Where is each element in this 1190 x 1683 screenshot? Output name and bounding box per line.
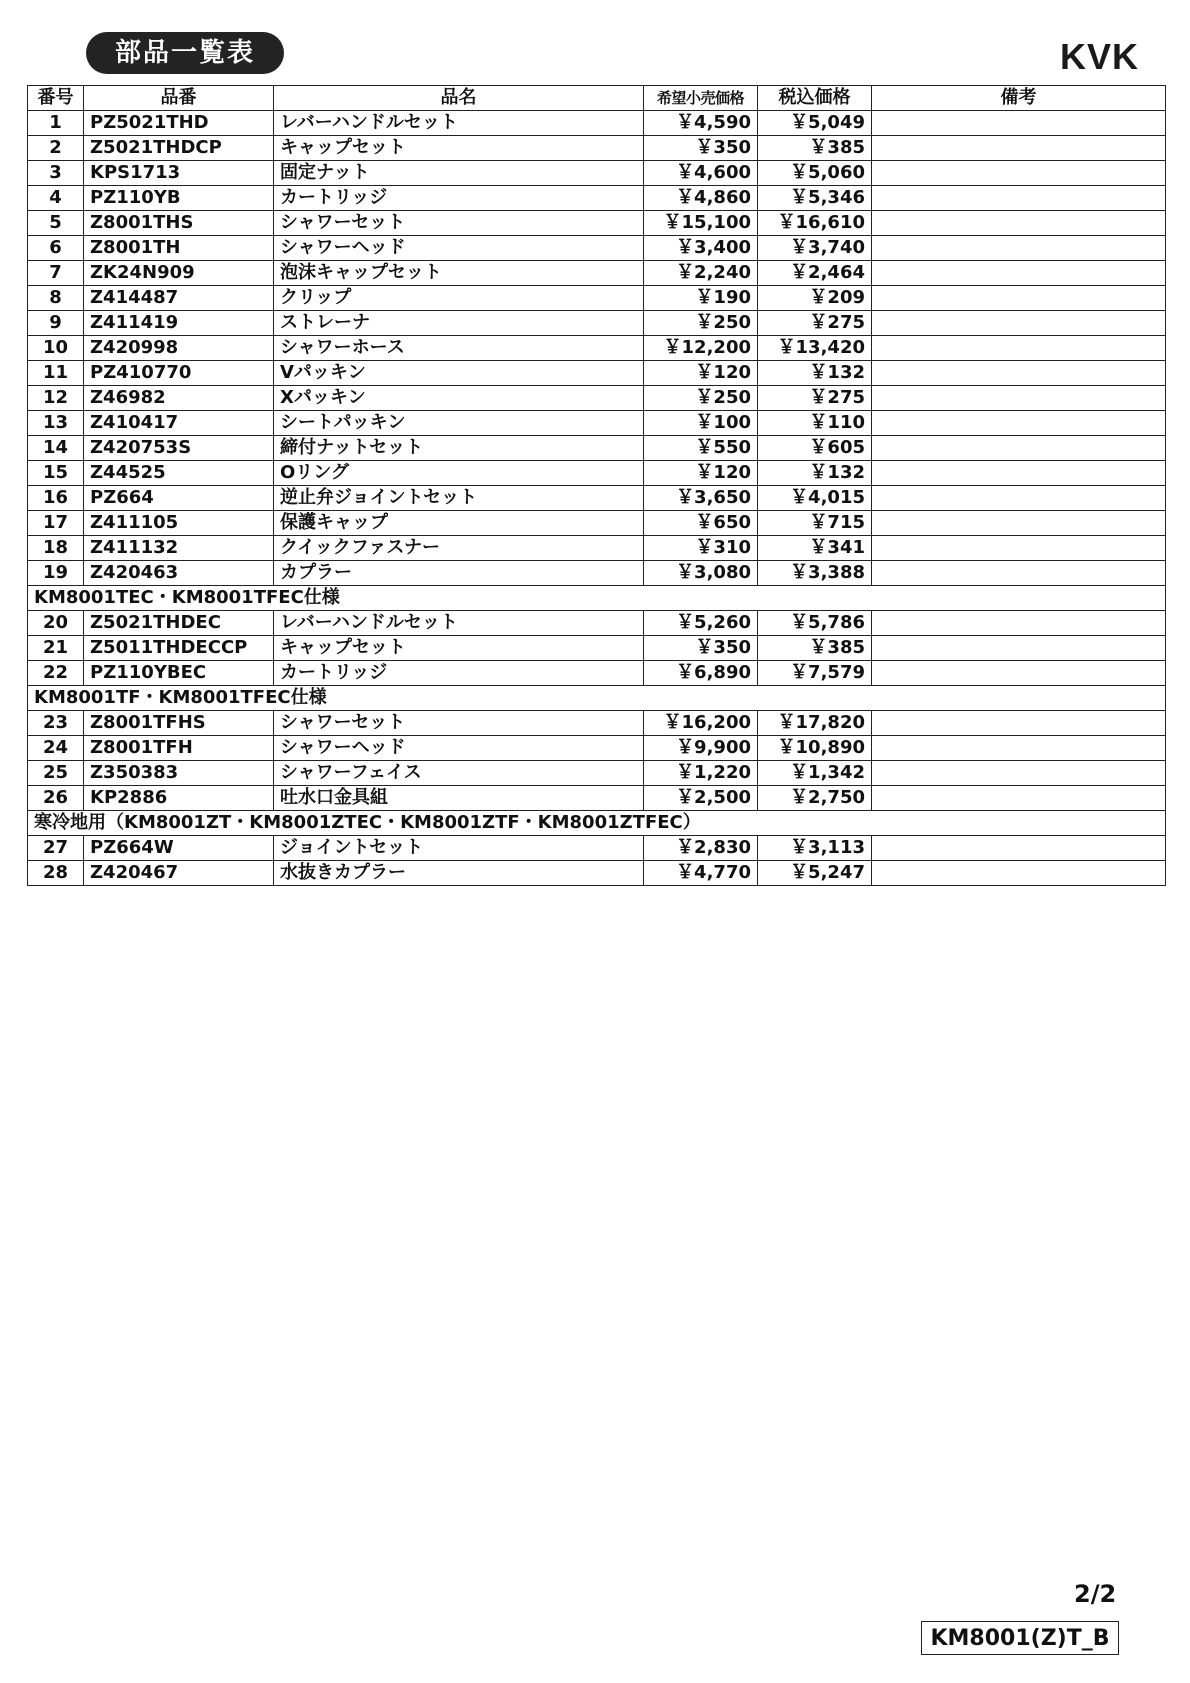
section-header-row [28, 811, 1166, 836]
cell-part-name: シャワーセット [274, 211, 644, 236]
cell-tax-included-price: ￥2,750 [758, 786, 872, 811]
cell-remarks [872, 736, 1166, 761]
cell-remarks [872, 536, 1166, 561]
cell-part-code: KP2886 [84, 786, 274, 811]
table-row [28, 311, 1166, 336]
cell-part-code: Z8001THS [84, 211, 274, 236]
cell-number: 14 [28, 436, 84, 461]
cell-number: 28 [28, 861, 84, 886]
cell-remarks [872, 861, 1166, 886]
cell-tax-included-price: ￥10,890 [758, 736, 872, 761]
cell-tax-included-price: ￥132 [758, 361, 872, 386]
table-row [28, 761, 1166, 786]
column-header-part-name: 品名 [274, 86, 644, 111]
cell-remarks [872, 611, 1166, 636]
cell-remarks [872, 286, 1166, 311]
table-row [28, 861, 1166, 886]
table-body [28, 111, 1166, 886]
cell-part-code: ZK24N909 [84, 261, 274, 286]
column-header-remarks: 備考 [872, 86, 1166, 111]
cell-number: 8 [28, 286, 84, 311]
cell-tax-included-price: ￥2,464 [758, 261, 872, 286]
cell-part-code: Z410417 [84, 411, 274, 436]
table-row [28, 461, 1166, 486]
cell-tax-included-price: ￥1,342 [758, 761, 872, 786]
cell-retail-price: ￥650 [644, 511, 758, 536]
brand-logo: KVK [1060, 36, 1140, 77]
cell-remarks [872, 136, 1166, 161]
cell-part-name: シャワーヘッド [274, 736, 644, 761]
document-title: 部品一覧表 [86, 32, 284, 74]
cell-part-code: Z414487 [84, 286, 274, 311]
cell-tax-included-price: ￥5,346 [758, 186, 872, 211]
cell-part-name: 泡沫キャップセット [274, 261, 644, 286]
table-row [28, 136, 1166, 161]
cell-part-code: Z8001TFHS [84, 711, 274, 736]
cell-number: 16 [28, 486, 84, 511]
cell-remarks [872, 211, 1166, 236]
cell-number: 27 [28, 836, 84, 861]
cell-part-name: クイックファスナー [274, 536, 644, 561]
table-row [28, 786, 1166, 811]
cell-retail-price: ￥350 [644, 636, 758, 661]
cell-retail-price: ￥1,220 [644, 761, 758, 786]
cell-retail-price: ￥550 [644, 436, 758, 461]
column-header-tax-included-price: 税込価格 [758, 86, 872, 111]
document-code: KM8001(Z)T_B [921, 1621, 1119, 1655]
table-row [28, 361, 1166, 386]
cell-part-name: キャップセット [274, 636, 644, 661]
table-row [28, 161, 1166, 186]
cell-part-code: Z411419 [84, 311, 274, 336]
cell-tax-included-price: ￥3,388 [758, 561, 872, 586]
cell-number: 6 [28, 236, 84, 261]
cell-tax-included-price: ￥605 [758, 436, 872, 461]
cell-number: 7 [28, 261, 84, 286]
table-row [28, 111, 1166, 136]
section-label: KM8001TF・KM8001TFEC仕様 [28, 686, 1166, 711]
cell-part-code: PZ410770 [84, 361, 274, 386]
cell-remarks [872, 111, 1166, 136]
table-row [28, 336, 1166, 361]
cell-part-name: キャップセット [274, 136, 644, 161]
cell-part-code: Z5011THDECCP [84, 636, 274, 661]
cell-part-name: クリップ [274, 286, 644, 311]
table-row [28, 211, 1166, 236]
cell-retail-price: ￥4,590 [644, 111, 758, 136]
cell-retail-price: ￥15,100 [644, 211, 758, 236]
cell-part-name: シャワーヘッド [274, 236, 644, 261]
table-row [28, 261, 1166, 286]
cell-part-code: Z411132 [84, 536, 274, 561]
cell-part-code: Z411105 [84, 511, 274, 536]
cell-part-code: PZ110YB [84, 186, 274, 211]
cell-remarks [872, 511, 1166, 536]
cell-part-name: カートリッジ [274, 661, 644, 686]
cell-tax-included-price: ￥132 [758, 461, 872, 486]
section-label: KM8001TEC・KM8001TFEC仕様 [28, 586, 1166, 611]
section-header-row [28, 686, 1166, 711]
cell-part-code: Z420463 [84, 561, 274, 586]
cell-number: 26 [28, 786, 84, 811]
cell-tax-included-price: ￥209 [758, 286, 872, 311]
table-row [28, 411, 1166, 436]
cell-retail-price: ￥3,400 [644, 236, 758, 261]
cell-number: 21 [28, 636, 84, 661]
cell-retail-price: ￥3,080 [644, 561, 758, 586]
cell-number: 18 [28, 536, 84, 561]
cell-part-name: ジョイントセット [274, 836, 644, 861]
cell-retail-price: ￥250 [644, 311, 758, 336]
cell-number: 15 [28, 461, 84, 486]
cell-number: 1 [28, 111, 84, 136]
cell-retail-price: ￥6,890 [644, 661, 758, 686]
cell-tax-included-price: ￥5,247 [758, 861, 872, 886]
cell-part-name: 水抜きカプラー [274, 861, 644, 886]
cell-remarks [872, 711, 1166, 736]
cell-retail-price: ￥3,650 [644, 486, 758, 511]
table-header-row [28, 86, 1166, 111]
cell-part-code: Z350383 [84, 761, 274, 786]
column-header-part-code: 品番 [84, 86, 274, 111]
cell-remarks [872, 161, 1166, 186]
cell-part-code: PZ664W [84, 836, 274, 861]
cell-remarks [872, 836, 1166, 861]
cell-number: 22 [28, 661, 84, 686]
cell-retail-price: ￥4,770 [644, 861, 758, 886]
cell-number: 11 [28, 361, 84, 386]
cell-part-name: 逆止弁ジョイントセット [274, 486, 644, 511]
table-row [28, 736, 1166, 761]
table-row [28, 561, 1166, 586]
table-row [28, 611, 1166, 636]
cell-part-name: 保護キャップ [274, 511, 644, 536]
cell-remarks [872, 561, 1166, 586]
cell-retail-price: ￥310 [644, 536, 758, 561]
cell-remarks [872, 236, 1166, 261]
cell-number: 23 [28, 711, 84, 736]
table-row [28, 836, 1166, 861]
cell-remarks [872, 411, 1166, 436]
cell-part-code: Z46982 [84, 386, 274, 411]
cell-number: 20 [28, 611, 84, 636]
cell-number: 4 [28, 186, 84, 211]
cell-part-name: 締付ナットセット [274, 436, 644, 461]
cell-retail-price: ￥120 [644, 461, 758, 486]
section-label: 寒冷地用（KM8001ZT・KM8001ZTEC・KM8001ZTF・KM8001ZTFEC） [28, 811, 1166, 836]
cell-retail-price: ￥100 [644, 411, 758, 436]
table-row [28, 386, 1166, 411]
column-header-number: 番号 [28, 86, 84, 111]
cell-tax-included-price: ￥110 [758, 411, 872, 436]
cell-tax-included-price: ￥16,610 [758, 211, 872, 236]
cell-part-name: レバーハンドルセット [274, 111, 644, 136]
cell-tax-included-price: ￥17,820 [758, 711, 872, 736]
cell-number: 9 [28, 311, 84, 336]
cell-part-name: シャワーフェイス [274, 761, 644, 786]
table-row [28, 536, 1166, 561]
cell-number: 25 [28, 761, 84, 786]
cell-remarks [872, 461, 1166, 486]
cell-part-name: シャワーホース [274, 336, 644, 361]
cell-number: 19 [28, 561, 84, 586]
cell-tax-included-price: ￥5,049 [758, 111, 872, 136]
cell-remarks [872, 436, 1166, 461]
cell-part-code: Z420753S [84, 436, 274, 461]
cell-number: 2 [28, 136, 84, 161]
cell-number: 12 [28, 386, 84, 411]
cell-part-code: Z44525 [84, 461, 274, 486]
cell-tax-included-price: ￥5,786 [758, 611, 872, 636]
section-header-row [28, 586, 1166, 611]
cell-part-code: PZ5021THD [84, 111, 274, 136]
cell-remarks [872, 386, 1166, 411]
cell-remarks [872, 661, 1166, 686]
table-row [28, 236, 1166, 261]
table-row [28, 186, 1166, 211]
cell-number: 3 [28, 161, 84, 186]
parts-table [27, 85, 1166, 886]
cell-remarks [872, 761, 1166, 786]
cell-remarks [872, 186, 1166, 211]
cell-retail-price: ￥190 [644, 286, 758, 311]
cell-part-name: ストレーナ [274, 311, 644, 336]
cell-part-code: Z420467 [84, 861, 274, 886]
cell-retail-price: ￥12,200 [644, 336, 758, 361]
cell-remarks [872, 361, 1166, 386]
cell-retail-price: ￥4,600 [644, 161, 758, 186]
cell-part-name: カートリッジ [274, 186, 644, 211]
cell-retail-price: ￥9,900 [644, 736, 758, 761]
table-row [28, 486, 1166, 511]
table-row [28, 636, 1166, 661]
cell-part-code: KPS1713 [84, 161, 274, 186]
cell-tax-included-price: ￥13,420 [758, 336, 872, 361]
cell-number: 13 [28, 411, 84, 436]
cell-part-code: PZ664 [84, 486, 274, 511]
cell-tax-included-price: ￥275 [758, 386, 872, 411]
cell-retail-price: ￥2,830 [644, 836, 758, 861]
cell-tax-included-price: ￥7,579 [758, 661, 872, 686]
cell-retail-price: ￥4,860 [644, 186, 758, 211]
cell-tax-included-price: ￥3,740 [758, 236, 872, 261]
cell-number: 10 [28, 336, 84, 361]
cell-part-name: シャワーセット [274, 711, 644, 736]
table-row [28, 661, 1166, 686]
cell-number: 24 [28, 736, 84, 761]
cell-number: 5 [28, 211, 84, 236]
table-row [28, 711, 1166, 736]
cell-number: 17 [28, 511, 84, 536]
cell-retail-price: ￥120 [644, 361, 758, 386]
cell-retail-price: ￥5,260 [644, 611, 758, 636]
cell-part-code: Z8001TFH [84, 736, 274, 761]
cell-part-name: 固定ナット [274, 161, 644, 186]
table-row [28, 436, 1166, 461]
page-number: 2/2 [1074, 1580, 1117, 1608]
cell-remarks [872, 261, 1166, 286]
cell-tax-included-price: ￥385 [758, 136, 872, 161]
table-row [28, 286, 1166, 311]
cell-remarks [872, 636, 1166, 661]
cell-tax-included-price: ￥341 [758, 536, 872, 561]
cell-part-name: 吐水口金具組 [274, 786, 644, 811]
cell-part-code: Z5021THDCP [84, 136, 274, 161]
cell-part-name: Xパッキン [274, 386, 644, 411]
cell-part-code: Z420998 [84, 336, 274, 361]
cell-part-code: Z8001TH [84, 236, 274, 261]
cell-retail-price: ￥250 [644, 386, 758, 411]
cell-part-name: Vパッキン [274, 361, 644, 386]
cell-part-code: PZ110YBEC [84, 661, 274, 686]
cell-remarks [872, 311, 1166, 336]
cell-part-name: レバーハンドルセット [274, 611, 644, 636]
cell-tax-included-price: ￥275 [758, 311, 872, 336]
cell-tax-included-price: ￥385 [758, 636, 872, 661]
cell-retail-price: ￥350 [644, 136, 758, 161]
cell-part-name: カプラー [274, 561, 644, 586]
cell-part-name: シートパッキン [274, 411, 644, 436]
cell-part-name: Oリング [274, 461, 644, 486]
cell-tax-included-price: ￥4,015 [758, 486, 872, 511]
table-row [28, 511, 1166, 536]
cell-remarks [872, 486, 1166, 511]
cell-tax-included-price: ￥715 [758, 511, 872, 536]
cell-retail-price: ￥16,200 [644, 711, 758, 736]
column-header-retail-price: 希望小売価格 [644, 86, 758, 111]
cell-remarks [872, 786, 1166, 811]
cell-tax-included-price: ￥5,060 [758, 161, 872, 186]
cell-remarks [872, 336, 1166, 361]
cell-tax-included-price: ￥3,113 [758, 836, 872, 861]
cell-retail-price: ￥2,500 [644, 786, 758, 811]
cell-retail-price: ￥2,240 [644, 261, 758, 286]
cell-part-code: Z5021THDEC [84, 611, 274, 636]
